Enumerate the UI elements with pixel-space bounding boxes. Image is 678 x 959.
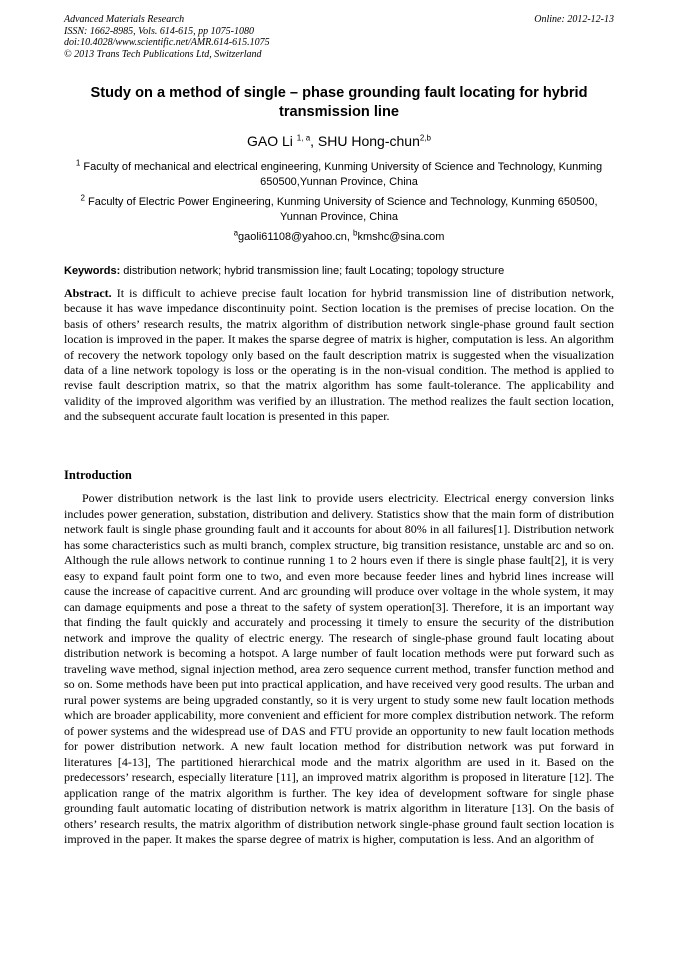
author-emails xyxy=(64,230,614,244)
keywords-text: distribution network; hybrid transmission line; fault Locating; topology structure xyxy=(120,265,505,277)
email-1-marker: a xyxy=(233,228,239,238)
online-date: Online: 2012-12-13 xyxy=(534,14,614,25)
affiliation-1-text: Faculty of mechanical and electrical engineering, Kunming University of Science and Technology, Kunming 650500,Yunnan Province, China xyxy=(80,161,603,188)
keywords xyxy=(64,264,614,278)
author-2-affiliation-marker: 2,b xyxy=(419,133,431,143)
section-heading-introduction: Introduction xyxy=(64,468,132,482)
paper-title: Study on a method of single – phase grounding fault locating for hybrid transmission line xyxy=(90,85,588,120)
affiliation-2 xyxy=(64,195,614,225)
keywords-label: Keywords: xyxy=(64,265,121,277)
abstract-label: Abstract. xyxy=(64,286,112,300)
abstract xyxy=(64,286,614,425)
author-separator: , xyxy=(310,133,318,149)
author-1: GAO Li xyxy=(247,133,297,149)
author-2: SHU Hong-chun xyxy=(317,133,420,149)
abstract-text: It is difficult to achieve precise fault location for hybrid transmission line of distribution network, because it has wave impedance discontinuity point. Section location is the premises of precise location. On the basis of others’ research results, the matrix algorithm of distribution network single-phase ground fault section location is improved in the paper. It makes the sparse degree of matrix is higher, computation is less. An algorithm of recovery the network topology only based on the fault description matrix is suggested when the visualization data of a line network topology is loss or the operating is in the non-visual condition. The method is applied to revise fault description matrix, so that the matrix algorithm has some fault-tolerance. The applicability and validity of the improved algorithm was verified by an illustration. The method realizes the fault section location, and the subsequent accurate fault location is presented in this paper. xyxy=(64,286,614,424)
email-1: gaoli61108@yahoo.cn, xyxy=(238,231,353,243)
author-1-affiliation-marker: 1, a xyxy=(296,133,311,143)
doi-line: doi:10.4028/www.scientific.net/AMR.614-615.1075 xyxy=(64,37,270,48)
affiliation-2-number: 2 xyxy=(80,193,85,203)
email-2-marker: b xyxy=(352,228,358,238)
journal-name: Advanced Materials Research xyxy=(64,14,185,25)
affiliation-1 xyxy=(64,160,614,190)
affiliation-1-number: 1 xyxy=(75,158,81,168)
introduction-paragraph: Power distribution network is the last link to provide users electricity. Electrical energy conversion links includes power generation, substation, distribution and delivery. Statistics show that the main form of distribution network fault is single phase grounding fault and it accounts for about 80% in all failures[1]. Distribution network has some characteristics such as multi branch, complex structure, big transition resistance, unstable arc and so on. Although the rule allows network to continue running 1 to 2 hours even if there is single phase fault[2], it is very easy to expand fault point form one to two, and even more because feeder lines and hybrid lines increase will cause the increase of capacitive current. And arc grounding will produce over voltage in the whole system, it may can damage equipments and pose a threat to the safety of system operation[3]. Therefore, it is an important way that finding the fault quickly and accurately and processing it timely to ensure the security of the distribution network and improve the quality of electric energy. The research of single-phase ground fault locating about distribution network is becoming a hotspot. A large number of fault location methods were put forward such as traveling wave method, signal injection method, area zero sequence current method, transfer function method and so on. Some methods have been put into practical application, and have received very good results. The urban and rural power systems are being upgraded constantly, so it is very urgent to study some new fault location methods which are broader applicability, more convenient and efficient for more complex distribution network. The reform of power systems and the widespread use of DAS and FTU provide an opportunity to new fault location methods for power distribution network. A new fault location method for distribution network was put forward in literatures [4-13], The partitioned hierarchical mode and the matrix algorithm are used in it. Based on the predecessors’ research, especially literature [11], an improved matrix algorithm is proposed in literature [12]. The application range of the matrix algorithm is further. The key idea of development software for single phase grounding fault automatic locating of distribution network is matrix algorithm in literature [13]. On the basis of others’ research results, the matrix algorithm of distribution network single-phase ground fault section location is improved in the paper. It makes the sparse degree of matrix is higher, computation is less. And an algorithm of xyxy=(64,491,614,846)
copyright-line: © 2013 Trans Tech Publications Ltd, Switzerland xyxy=(64,48,262,60)
affiliation-2-text: Faculty of Electric Power Engineering, Kunming University of Science and Technology, Kunming 650500, Yunnan Province, China xyxy=(84,196,598,223)
email-2: kmshc@sina.com xyxy=(357,231,445,243)
journal-header xyxy=(64,14,614,60)
author-line xyxy=(64,132,614,150)
issn-line: ISSN: 1662-8985, Vols. 614-615, pp 1075-1080 xyxy=(64,25,254,37)
